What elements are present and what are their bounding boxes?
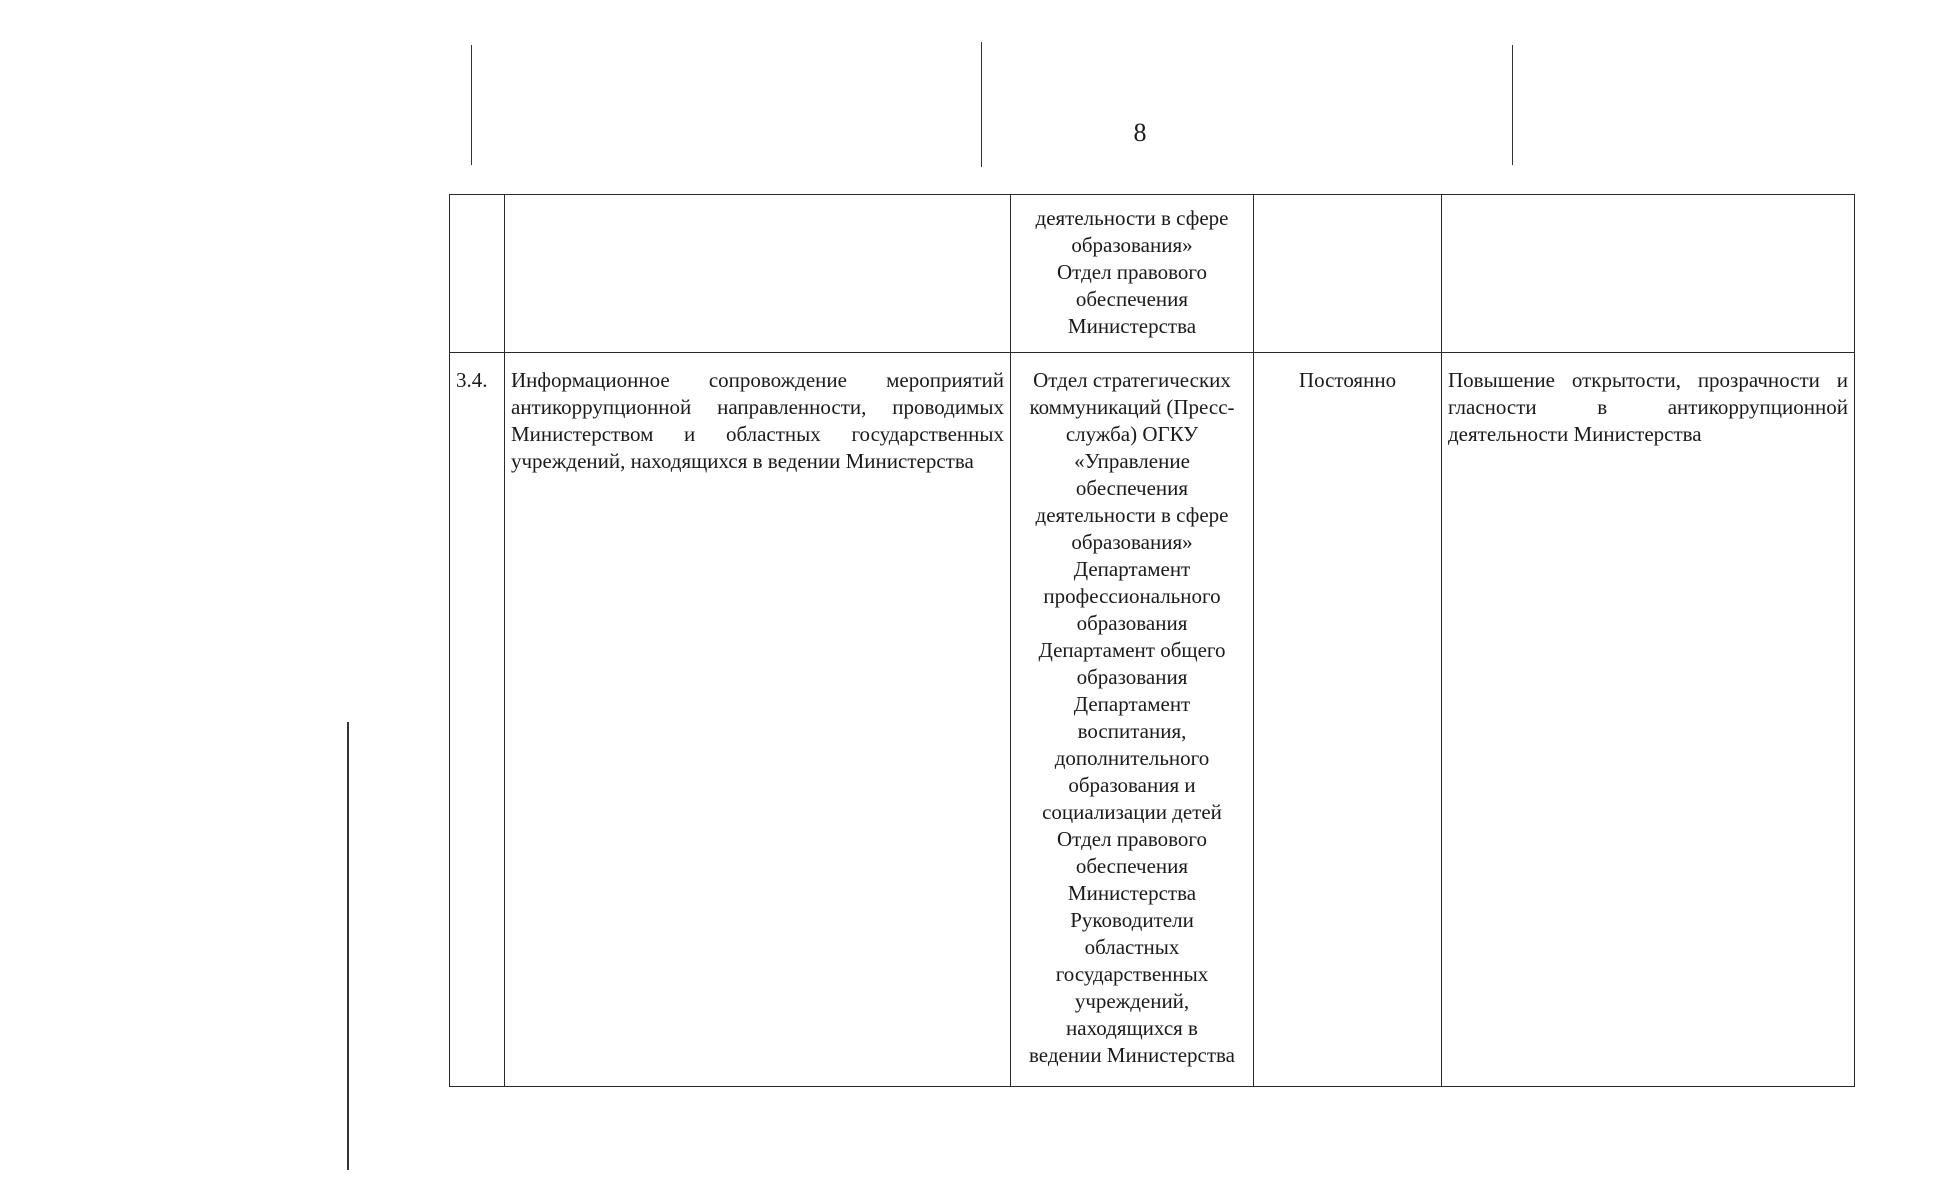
executor-cell <box>1011 195 1254 353</box>
executor-line: Отдел стратегических <box>1033 368 1231 392</box>
executor-line: деятельности в сфере <box>1035 206 1229 230</box>
executor-line: ведении Министерства <box>1029 1043 1235 1067</box>
executor-cell <box>1011 353 1254 1087</box>
executor-line: образования <box>1076 611 1188 635</box>
executor-line: Департамент общего <box>1038 638 1226 662</box>
executor-line: учреждений, <box>1074 989 1190 1013</box>
executor-line: служба) ОГКУ <box>1065 422 1199 446</box>
executor-line: Министерства <box>1067 314 1197 338</box>
row-number-cell <box>450 195 505 353</box>
executor-line: областных <box>1084 935 1180 959</box>
executor-line: дополнительного <box>1054 746 1210 770</box>
executor-line: коммуникаций (Пресс- <box>1029 395 1235 419</box>
executor-line: Отдел правового <box>1057 260 1207 284</box>
term-cell <box>1254 195 1442 353</box>
executor-line: образования» <box>1071 530 1193 554</box>
executor-line: Руководители <box>1070 908 1194 932</box>
executor-line: профессионального <box>1043 584 1221 608</box>
result-cell <box>1442 195 1855 353</box>
executor-line: Отдел правового <box>1057 827 1207 851</box>
executor-line: Департамент <box>1073 692 1191 716</box>
executor-line: Департамент <box>1073 557 1191 581</box>
scan-artifact-line <box>1512 45 1513 165</box>
executor-line: находящихся в <box>1066 1016 1198 1040</box>
executor-line: Министерства <box>1067 881 1197 905</box>
executor-line: образования» <box>1071 233 1193 257</box>
table-row <box>450 195 1855 353</box>
scan-artifact-line <box>981 42 982 167</box>
executor-line: образования <box>1076 665 1188 689</box>
executor-line: обеспечения <box>1075 854 1189 878</box>
executor-line: воспитания, <box>1077 719 1187 743</box>
executor-line: деятельности в сфере <box>1035 503 1229 527</box>
executor-line: государственных <box>1055 962 1209 986</box>
action-plan-table <box>449 194 1855 1087</box>
executor-line: обеспечения <box>1075 476 1189 500</box>
scan-artifact-line <box>347 722 349 1170</box>
executor-line: обеспечения <box>1075 287 1189 311</box>
term-cell: Постоянно <box>1254 353 1442 1087</box>
executor-line: «Управление <box>1074 449 1190 473</box>
event-cell <box>505 195 1011 353</box>
executor-line: образования и <box>1068 773 1196 797</box>
executor-line: социализации детей <box>1042 800 1222 824</box>
page-number: 8 <box>1133 118 1147 147</box>
result-cell: Повышение открытости, прозрачности и гласности в антикоррупционной деятельности Министерства <box>1442 353 1855 1087</box>
table-row <box>450 353 1855 1087</box>
row-number-cell: 3.4. <box>450 353 505 1087</box>
scan-artifact-line <box>471 45 472 165</box>
event-cell: Информационное сопровождение мероприятий антикоррупционной направленности, проводимых Министерством и областных государственных учреждений, находящихся в ведении Министерства <box>505 353 1011 1087</box>
